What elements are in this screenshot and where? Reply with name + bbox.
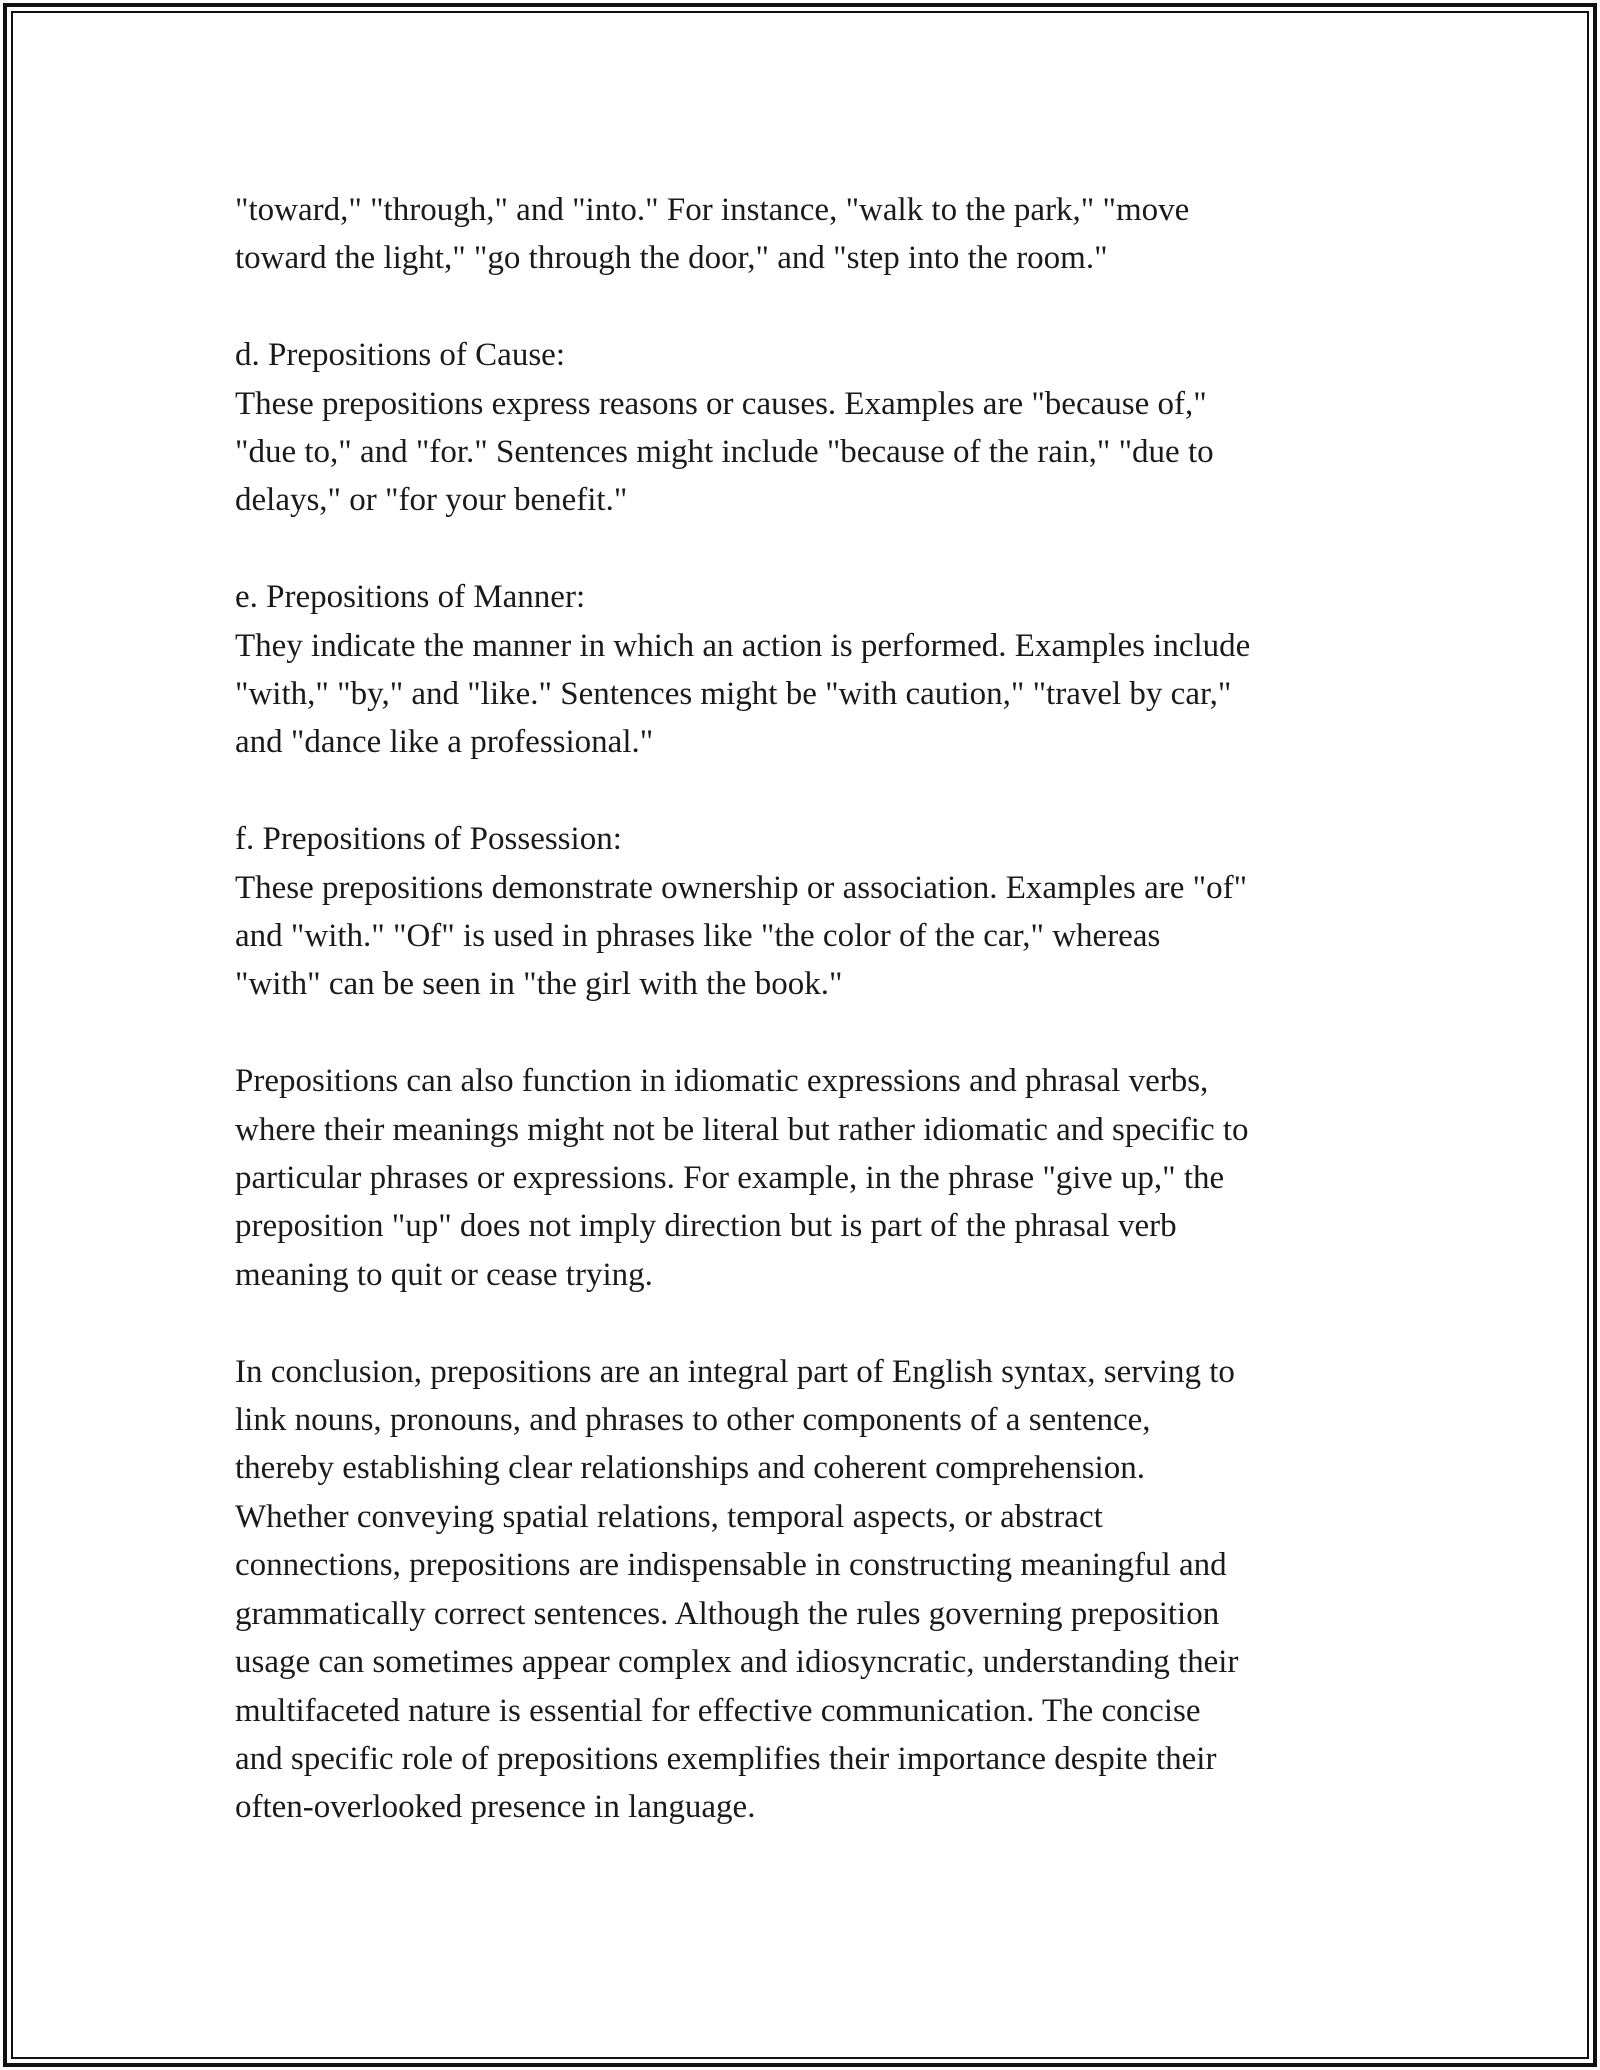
- text-line: connections, prepositions are indispensable in constructing meaningful and: [235, 1547, 1227, 1584]
- paragraph-idiomatic-expressions: [235, 1057, 1385, 1299]
- section-prepositions-of-cause: [235, 331, 1385, 525]
- text-line: In conclusion, prepositions are an integral part of English syntax, serving to: [235, 1353, 1235, 1390]
- text-line: Whether conveying spatial relations, temporal aspects, or abstract: [235, 1498, 1103, 1535]
- text-line: link nouns, pronouns, and phrases to other components of a sentence,: [235, 1402, 1151, 1439]
- text-line: "with," "by," and "like." Sentences might be "with caution," "travel by car,": [235, 676, 1232, 713]
- section-heading: e. Prepositions of Manner:: [235, 579, 586, 616]
- text-line: often-overlooked presence in language.: [235, 1789, 756, 1826]
- text-line: and specific role of prepositions exemplifies their importance despite their: [235, 1740, 1217, 1777]
- section-heading: d. Prepositions of Cause:: [235, 337, 565, 374]
- text-line: delays," or "for your benefit.": [235, 482, 628, 519]
- text-line: meaning to quit or cease trying.: [235, 1256, 653, 1293]
- text-line: toward the light," "go through the door," and "step into the room.": [235, 240, 1108, 277]
- document-body: [235, 186, 1385, 1880]
- text-line: particular phrases or expressions. For example, in the phrase "give up," the: [235, 1160, 1225, 1197]
- text-line: and "with." "Of" is used in phrases like "the color of the car," whereas: [235, 918, 1161, 955]
- text-line: These prepositions demonstrate ownership or association. Examples are "of": [235, 869, 1248, 906]
- text-line: thereby establishing clear relationships and coherent comprehension.: [235, 1450, 1145, 1487]
- paragraph-direction-continued: [235, 186, 1385, 283]
- text-line: "due to," and "for." Sentences might include "because of the rain," "due to: [235, 434, 1214, 471]
- paragraph-conclusion: [235, 1348, 1385, 1832]
- text-line: multifaceted nature is essential for effective communication. The concise: [235, 1692, 1201, 1729]
- text-line: where their meanings might not be literal but rather idiomatic and specific to: [235, 1111, 1249, 1148]
- text-line: and "dance like a professional.": [235, 724, 654, 761]
- text-line: "with" can be seen in "the girl with the book.": [235, 966, 843, 1003]
- section-heading: f. Prepositions of Possession:: [235, 821, 622, 858]
- text-line: usage can sometimes appear complex and idiosyncratic, understanding their: [235, 1644, 1239, 1681]
- text-line: They indicate the manner in which an action is performed. Examples include: [235, 627, 1251, 664]
- section-prepositions-of-manner: [235, 573, 1385, 767]
- text-line: preposition "up" does not imply direction but is part of the phrasal verb: [235, 1208, 1177, 1245]
- text-line: These prepositions express reasons or causes. Examples are "because of,": [235, 385, 1207, 422]
- text-line: Prepositions can also function in idiomatic expressions and phrasal verbs,: [235, 1063, 1209, 1100]
- text-line: "toward," "through," and "into." For instance, "walk to the park," "move: [235, 192, 1190, 228]
- section-prepositions-of-possession: [235, 815, 1385, 1009]
- text-line: grammatically correct sentences. Although the rules governing preposition: [235, 1595, 1220, 1632]
